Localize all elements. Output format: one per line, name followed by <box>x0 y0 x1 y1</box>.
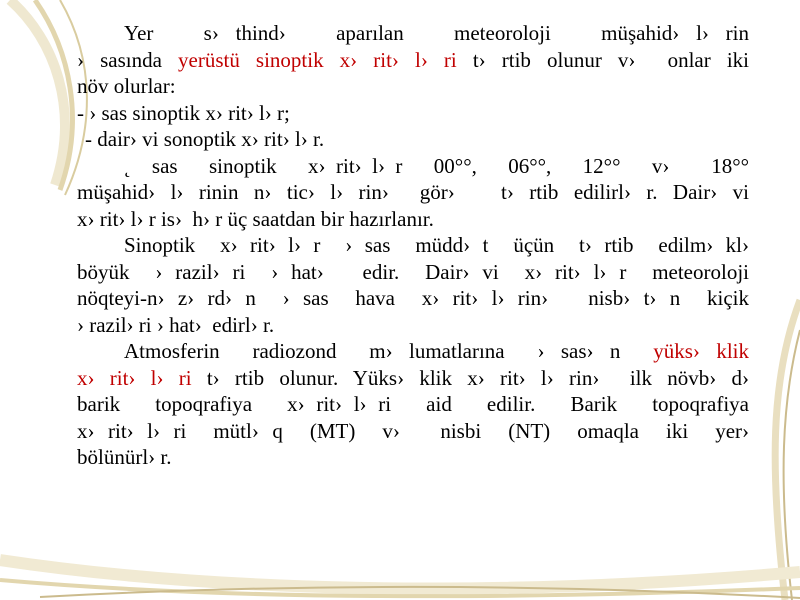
text-line <box>77 20 749 47</box>
text-line <box>77 285 749 312</box>
text-line <box>77 391 749 418</box>
paragraph-6 <box>77 338 749 471</box>
text-line <box>77 206 749 233</box>
swirl-bottom-wide <box>0 560 800 589</box>
text-segment: ˛ sas sinoptik x› rit› l› r 00°°, 06°°, 12°° v› 18°° <box>124 153 749 178</box>
text-segment: böyük › razil› ri › hat› edir. Dair› vi x› rit› l› r meteoroloji <box>77 259 749 284</box>
text-segment: x› rit› l› r is› h› r üç saatdan bir hazırlanır. <box>77 206 434 231</box>
text-segment: - dair› vi sonoptik x› rit› l› r. <box>85 127 325 151</box>
list-item <box>77 100 749 127</box>
text-line <box>77 73 749 100</box>
paragraph-3 <box>77 126 749 153</box>
paragraph-4 <box>77 153 749 233</box>
text-segment: Yer s› thind› aparılan meteoroloji müşahid› l› rin <box>124 21 749 45</box>
text-segment: nöqteyi-n› z› rd› n › sas hava x› rit› l› rin› nisb› t› n kiçik <box>77 286 749 310</box>
text-segment: t› rtib olunur. Yüks› klik x› rit› l› rin› ilk növb› d› <box>191 365 749 390</box>
swirl-top-left-outer <box>10 0 65 185</box>
text-segment: barik topoqrafiya x› rit› l› ri aid edilir. Barik topoqrafiya <box>77 392 749 416</box>
text-line <box>77 444 749 471</box>
text-line <box>77 338 749 365</box>
text-segment: bölünürl› r. <box>77 445 172 469</box>
text-segment: - › sas sinoptik x› rit› l› r; <box>77 100 290 125</box>
highlighted-term: yüks› klik <box>653 339 749 363</box>
text-line <box>77 153 749 180</box>
list-item <box>77 126 749 153</box>
highlighted-term: x› rit› l› ri <box>77 365 192 390</box>
text-line <box>77 47 749 74</box>
text-segment: Sinoptik x› rit› l› r › sas müdd› t üçün t› rtib edilm› kl› <box>124 233 749 257</box>
text-segment: x› rit› l› ri mütl› q (MT) v› nisbi (NT) omaqla iki yer› <box>77 418 749 443</box>
body-text <box>77 20 749 471</box>
text-line <box>77 259 749 286</box>
text-segment: › sasında <box>77 47 178 72</box>
highlighted-term: yerüstü sinoptik x› rit› l› ri <box>178 47 457 72</box>
text-segment: t› rtib olunur v› onlar iki <box>456 47 749 72</box>
text-line <box>77 312 749 339</box>
text-segment: › razil› ri › hat› edirl› r. <box>77 312 275 337</box>
swirl-right-edge-thin <box>784 330 800 600</box>
paragraph-5 <box>77 232 749 338</box>
text-line <box>77 232 749 259</box>
paragraph-2 <box>77 100 749 127</box>
text-segment: müşahid› l› rinin n› tic› l› rin› gör› t› rtib edilirl› r. Dair› vi <box>77 180 749 204</box>
text-segment: Atmosferin radiozond m› lumatlarına › sas› n <box>124 339 654 363</box>
text-line <box>77 365 749 392</box>
paragraph-1 <box>77 20 749 100</box>
text-line <box>77 418 749 445</box>
text-segment: növ olurlar: <box>77 74 176 98</box>
text-line <box>77 179 749 206</box>
